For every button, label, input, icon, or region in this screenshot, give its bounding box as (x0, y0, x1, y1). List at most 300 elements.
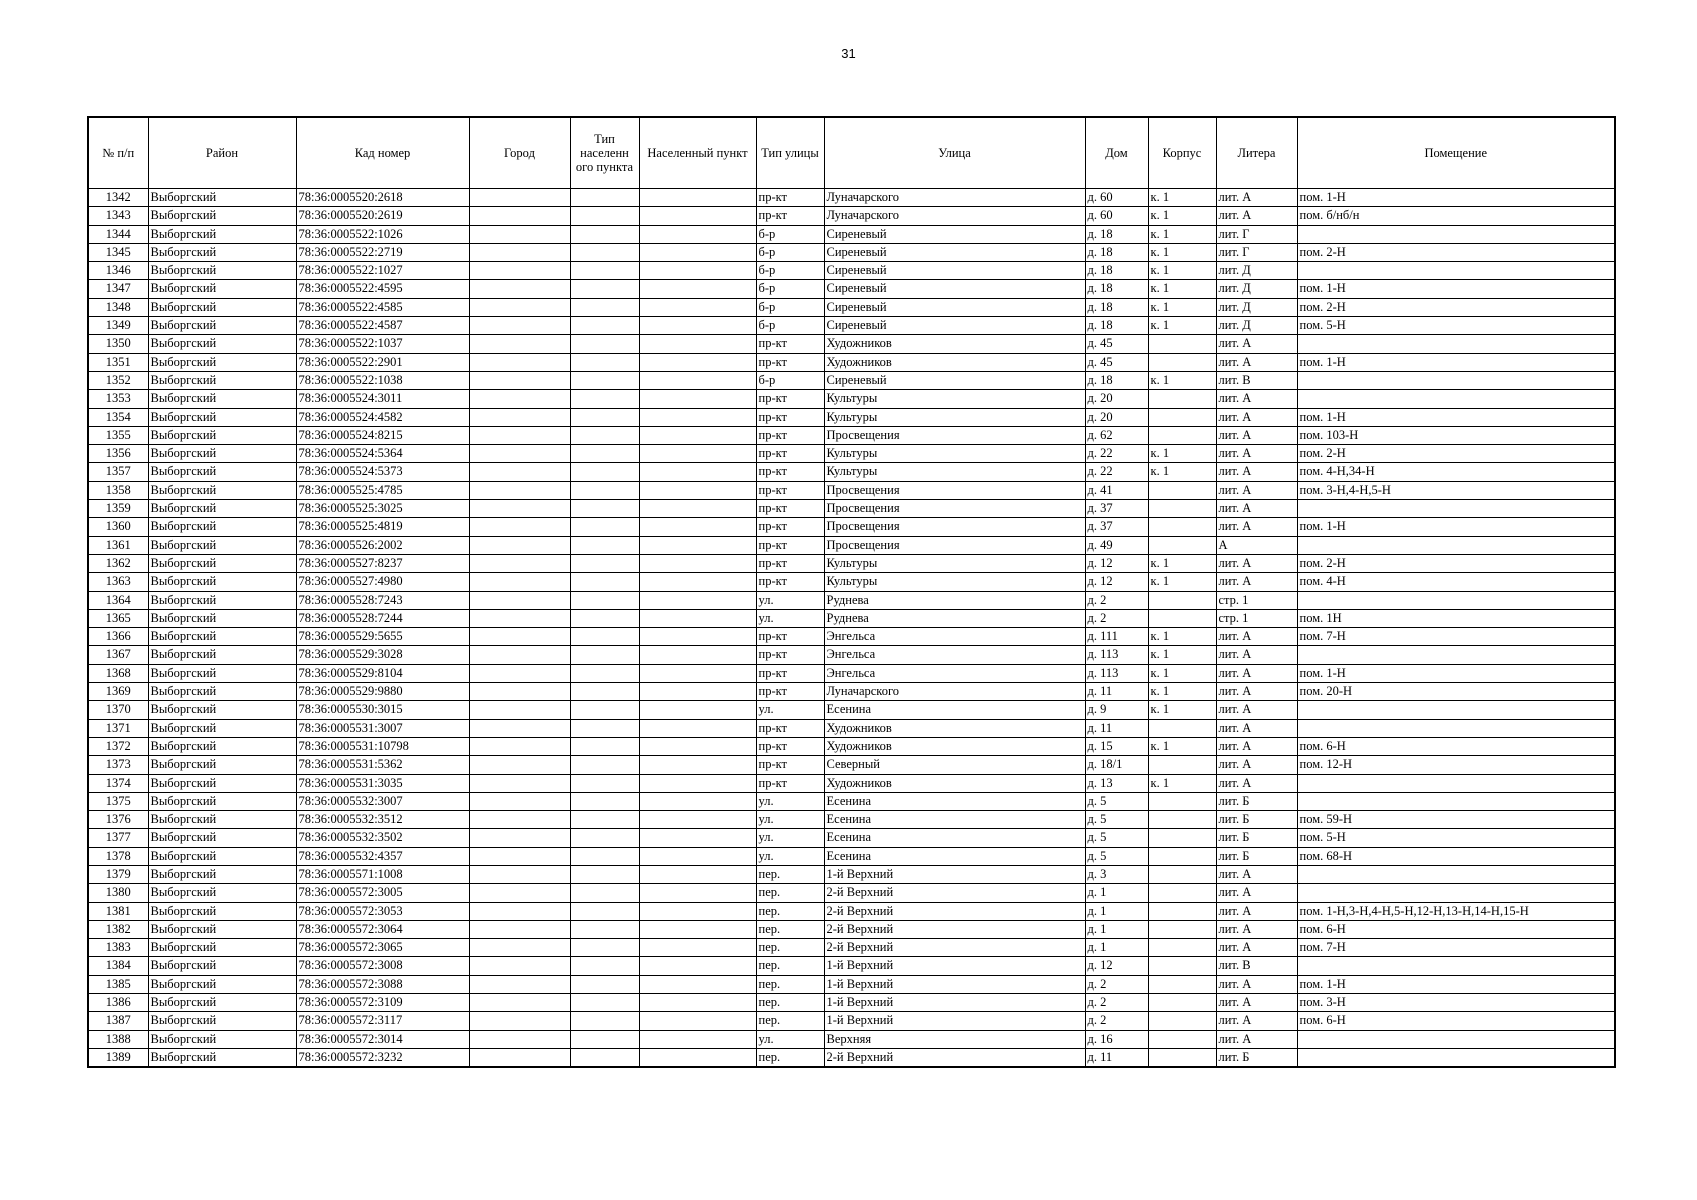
cell-settlement (639, 280, 756, 298)
cell-street-type: ул. (756, 847, 824, 865)
cell-street: Культуры (824, 554, 1085, 572)
cell-letter: лит. А (1216, 865, 1297, 883)
cell-settlement (639, 774, 756, 792)
cell-street-type: б-р (756, 225, 824, 243)
cell-district: Выборгский (148, 554, 296, 572)
cell-city (469, 609, 570, 627)
cell-district: Выборгский (148, 371, 296, 389)
cell-settlement (639, 1012, 756, 1030)
cell-city (469, 189, 570, 207)
cell-number: 1343 (88, 207, 148, 225)
cell-street: Сиреневый (824, 243, 1085, 261)
cell-house: д. 113 (1085, 646, 1148, 664)
cell-letter: стр. 1 (1216, 591, 1297, 609)
cell-street-type: пр-кт (756, 207, 824, 225)
cell-premises (1297, 774, 1615, 792)
cell-settlement-type (570, 225, 639, 243)
cell-street-type: пр-кт (756, 756, 824, 774)
cell-premises: пом. 1-Н (1297, 408, 1615, 426)
cell-house: д. 41 (1085, 481, 1148, 499)
cell-premises (1297, 701, 1615, 719)
cell-number: 1360 (88, 518, 148, 536)
cell-street-type: пр-кт (756, 646, 824, 664)
cell-premises: пом. 7-Н (1297, 939, 1615, 957)
cell-letter: А (1216, 536, 1297, 554)
table-row (88, 225, 1615, 243)
cell-premises (1297, 865, 1615, 883)
cell-cadastral-number: 78:36:0005524:4582 (296, 408, 469, 426)
cell-city (469, 536, 570, 554)
table-row (88, 774, 1615, 792)
cell-letter: лит. А (1216, 573, 1297, 591)
cell-letter: лит. А (1216, 994, 1297, 1012)
cell-settlement (639, 207, 756, 225)
cell-city (469, 683, 570, 701)
cell-premises: пом. 1-Н,3-Н,4-Н,5-Н,12-Н,13-Н,14-Н,15-Н (1297, 902, 1615, 920)
cell-settlement-type (570, 628, 639, 646)
cell-house: д. 2 (1085, 1012, 1148, 1030)
cell-settlement (639, 664, 756, 682)
cell-city (469, 646, 570, 664)
cell-settlement (639, 243, 756, 261)
cell-letter: лит. А (1216, 920, 1297, 938)
cell-house: д. 45 (1085, 335, 1148, 353)
cell-street-type: пр-кт (756, 189, 824, 207)
cell-district: Выборгский (148, 975, 296, 993)
cell-house: д. 111 (1085, 628, 1148, 646)
cell-settlement-type (570, 847, 639, 865)
cell-number: 1384 (88, 957, 148, 975)
cell-street: Культуры (824, 445, 1085, 463)
cell-house: д. 20 (1085, 408, 1148, 426)
cell-house: д. 22 (1085, 463, 1148, 481)
cell-letter: лит. А (1216, 719, 1297, 737)
cell-number: 1382 (88, 920, 148, 938)
cell-settlement-type (570, 591, 639, 609)
cell-building (1148, 865, 1216, 883)
table-row (88, 298, 1615, 316)
cell-city (469, 829, 570, 847)
cell-street: 1-й Верхний (824, 975, 1085, 993)
cell-building (1148, 353, 1216, 371)
cell-settlement (639, 408, 756, 426)
cell-street-type: пер. (756, 884, 824, 902)
cell-city (469, 353, 570, 371)
cell-house: д. 22 (1085, 445, 1148, 463)
table-row (88, 683, 1615, 701)
table-row (88, 701, 1615, 719)
cell-premises: пом. 1-Н (1297, 189, 1615, 207)
cell-street: Просвещения (824, 481, 1085, 499)
cell-city (469, 390, 570, 408)
cell-letter: лит. В (1216, 371, 1297, 389)
cell-letter: лит. Б (1216, 847, 1297, 865)
cell-street-type: пер. (756, 865, 824, 883)
table-row (88, 408, 1615, 426)
cell-number: 1363 (88, 573, 148, 591)
cell-cadastral-number: 78:36:0005531:3007 (296, 719, 469, 737)
cell-building: к. 1 (1148, 573, 1216, 591)
cell-number: 1350 (88, 335, 148, 353)
table-row (88, 920, 1615, 938)
cell-street: 2-й Верхний (824, 920, 1085, 938)
cell-city (469, 792, 570, 810)
cell-settlement-type (570, 335, 639, 353)
cell-settlement (639, 189, 756, 207)
cell-building: к. 1 (1148, 628, 1216, 646)
table-row (88, 536, 1615, 554)
cell-city (469, 463, 570, 481)
cell-street: Есенина (824, 847, 1085, 865)
cell-settlement-type (570, 939, 639, 957)
cell-district: Выборгский (148, 1030, 296, 1048)
cell-settlement (639, 262, 756, 280)
cell-street: 1-й Верхний (824, 994, 1085, 1012)
cell-city (469, 243, 570, 261)
col-header-building: Корпус (1148, 117, 1216, 189)
cell-letter: лит. Д (1216, 262, 1297, 280)
cell-street: Северный (824, 756, 1085, 774)
cell-street-type: б-р (756, 280, 824, 298)
cell-settlement-type (570, 463, 639, 481)
cell-settlement-type (570, 811, 639, 829)
cell-settlement-type (570, 518, 639, 536)
cell-settlement (639, 975, 756, 993)
cell-settlement-type (570, 371, 639, 389)
cell-cadastral-number: 78:36:0005532:3502 (296, 829, 469, 847)
cell-premises: пом. 6-Н (1297, 737, 1615, 755)
cell-street: 2-й Верхний (824, 1048, 1085, 1067)
cell-city (469, 994, 570, 1012)
cell-cadastral-number: 78:36:0005532:4357 (296, 847, 469, 865)
table-row (88, 829, 1615, 847)
cell-settlement-type (570, 353, 639, 371)
cell-house: д. 2 (1085, 609, 1148, 627)
cell-street-type: пр-кт (756, 390, 824, 408)
table-row (88, 628, 1615, 646)
cell-number: 1348 (88, 298, 148, 316)
cell-number: 1387 (88, 1012, 148, 1030)
cell-settlement-type (570, 554, 639, 572)
cell-city (469, 1012, 570, 1030)
cell-premises (1297, 719, 1615, 737)
col-header-street-type: Тип улицы (756, 117, 824, 189)
cell-letter: лит. А (1216, 683, 1297, 701)
cell-settlement (639, 463, 756, 481)
cell-city (469, 756, 570, 774)
cell-building (1148, 939, 1216, 957)
property-registry-table (87, 116, 1616, 1068)
cell-number: 1346 (88, 262, 148, 280)
col-header-district: Район (148, 117, 296, 189)
cell-house: д. 12 (1085, 573, 1148, 591)
cell-building (1148, 536, 1216, 554)
cell-street: Просвещения (824, 500, 1085, 518)
cell-letter: лит. А (1216, 554, 1297, 572)
cell-house: д. 60 (1085, 207, 1148, 225)
cell-settlement (639, 573, 756, 591)
cell-number: 1358 (88, 481, 148, 499)
cell-premises: пом. 20-Н (1297, 683, 1615, 701)
cell-street: Просвещения (824, 536, 1085, 554)
cell-street: Есенина (824, 792, 1085, 810)
cell-building (1148, 957, 1216, 975)
cell-settlement-type (570, 920, 639, 938)
table-row (88, 573, 1615, 591)
cell-cadastral-number: 78:36:0005524:8215 (296, 426, 469, 444)
cell-street: Сиреневый (824, 262, 1085, 280)
cell-number: 1353 (88, 390, 148, 408)
cell-number: 1386 (88, 994, 148, 1012)
cell-building (1148, 1048, 1216, 1067)
cell-cadastral-number: 78:36:0005520:2619 (296, 207, 469, 225)
cell-house: д. 1 (1085, 902, 1148, 920)
cell-city (469, 298, 570, 316)
cell-settlement-type (570, 774, 639, 792)
cell-premises (1297, 1048, 1615, 1067)
cell-building (1148, 609, 1216, 627)
cell-district: Выборгский (148, 500, 296, 518)
cell-street: Есенина (824, 829, 1085, 847)
cell-house: д. 2 (1085, 994, 1148, 1012)
cell-district: Выборгский (148, 1048, 296, 1067)
cell-premises: пом. 103-Н (1297, 426, 1615, 444)
cell-street: Художников (824, 719, 1085, 737)
table-row (88, 426, 1615, 444)
cell-street-type: ул. (756, 811, 824, 829)
cell-street: Энгельса (824, 646, 1085, 664)
cell-settlement-type (570, 573, 639, 591)
cell-building (1148, 1012, 1216, 1030)
cell-house: д. 5 (1085, 811, 1148, 829)
cell-premises (1297, 390, 1615, 408)
cell-building (1148, 792, 1216, 810)
cell-number: 1373 (88, 756, 148, 774)
cell-cadastral-number: 78:36:0005572:3232 (296, 1048, 469, 1067)
cell-letter: лит. А (1216, 628, 1297, 646)
cell-number: 1381 (88, 902, 148, 920)
cell-city (469, 280, 570, 298)
cell-settlement-type (570, 646, 639, 664)
cell-premises: пом. 5-Н (1297, 829, 1615, 847)
cell-number: 1344 (88, 225, 148, 243)
cell-premises: пом. 2-Н (1297, 298, 1615, 316)
cell-city (469, 847, 570, 865)
cell-settlement-type (570, 500, 639, 518)
cell-street: Художников (824, 353, 1085, 371)
cell-cadastral-number: 78:36:0005522:4587 (296, 317, 469, 335)
cell-cadastral-number: 78:36:0005572:3109 (296, 994, 469, 1012)
cell-city (469, 518, 570, 536)
cell-house: д. 13 (1085, 774, 1148, 792)
cell-number: 1368 (88, 664, 148, 682)
cell-house: д. 5 (1085, 792, 1148, 810)
cell-district: Выборгский (148, 317, 296, 335)
cell-premises (1297, 225, 1615, 243)
cell-number: 1362 (88, 554, 148, 572)
cell-street-type: ул. (756, 701, 824, 719)
cell-street-type: пр-кт (756, 463, 824, 481)
table-row (88, 243, 1615, 261)
cell-settlement (639, 481, 756, 499)
cell-house: д. 18 (1085, 243, 1148, 261)
cell-building (1148, 408, 1216, 426)
cell-district: Выборгский (148, 902, 296, 920)
cell-settlement-type (570, 865, 639, 883)
cell-settlement (639, 390, 756, 408)
cell-city (469, 902, 570, 920)
cell-district: Выборгский (148, 829, 296, 847)
cell-street-type: пр-кт (756, 737, 824, 755)
cell-house: д. 18 (1085, 371, 1148, 389)
cell-settlement (639, 994, 756, 1012)
cell-cadastral-number: 78:36:0005522:2901 (296, 353, 469, 371)
table-row (88, 262, 1615, 280)
cell-city (469, 719, 570, 737)
cell-settlement (639, 701, 756, 719)
cell-district: Выборгский (148, 408, 296, 426)
cell-cadastral-number: 78:36:0005529:9880 (296, 683, 469, 701)
cell-number: 1355 (88, 426, 148, 444)
cell-house: д. 18 (1085, 317, 1148, 335)
cell-settlement-type (570, 426, 639, 444)
cell-street: Верхняя (824, 1030, 1085, 1048)
cell-street-type: пр-кт (756, 536, 824, 554)
cell-settlement-type (570, 719, 639, 737)
cell-number: 1389 (88, 1048, 148, 1067)
cell-premises (1297, 536, 1615, 554)
cell-street-type: пер. (756, 939, 824, 957)
cell-building (1148, 426, 1216, 444)
cell-house: д. 12 (1085, 957, 1148, 975)
cell-house: д. 20 (1085, 390, 1148, 408)
table-row (88, 975, 1615, 993)
cell-district: Выборгский (148, 920, 296, 938)
cell-street: Руднева (824, 609, 1085, 627)
cell-settlement (639, 829, 756, 847)
cell-settlement (639, 865, 756, 883)
cell-premises: пом. 1-Н (1297, 518, 1615, 536)
table-row (88, 207, 1615, 225)
cell-street-type: пр-кт (756, 481, 824, 499)
cell-street: Просвещения (824, 518, 1085, 536)
cell-city (469, 408, 570, 426)
cell-city (469, 664, 570, 682)
cell-cadastral-number: 78:36:0005520:2618 (296, 189, 469, 207)
cell-number: 1345 (88, 243, 148, 261)
col-header-house: Дом (1085, 117, 1148, 189)
cell-letter: лит. А (1216, 500, 1297, 518)
cell-district: Выборгский (148, 536, 296, 554)
cell-premises: пом. 6-Н (1297, 1012, 1615, 1030)
cell-cadastral-number: 78:36:0005531:5362 (296, 756, 469, 774)
cell-house: д. 5 (1085, 829, 1148, 847)
col-header-city: Город (469, 117, 570, 189)
cell-settlement (639, 920, 756, 938)
cell-house: д. 1 (1085, 920, 1148, 938)
cell-settlement (639, 536, 756, 554)
table-row (88, 1012, 1615, 1030)
cell-premises (1297, 884, 1615, 902)
cell-settlement-type (570, 481, 639, 499)
cell-settlement (639, 1030, 756, 1048)
cell-settlement (639, 902, 756, 920)
cell-cadastral-number: 78:36:0005572:3117 (296, 1012, 469, 1030)
cell-street-type: пр-кт (756, 554, 824, 572)
cell-city (469, 920, 570, 938)
cell-district: Выборгский (148, 481, 296, 499)
cell-street-type: б-р (756, 298, 824, 316)
cell-settlement-type (570, 536, 639, 554)
cell-number: 1354 (88, 408, 148, 426)
cell-premises: пом. 2-Н (1297, 445, 1615, 463)
cell-premises: пом. 5-Н (1297, 317, 1615, 335)
cell-settlement-type (570, 445, 639, 463)
cell-house: д. 60 (1085, 189, 1148, 207)
table-row (88, 481, 1615, 499)
cell-house: д. 11 (1085, 1048, 1148, 1067)
cell-city (469, 335, 570, 353)
col-header-number: № п/п (88, 117, 148, 189)
cell-settlement-type (570, 902, 639, 920)
cell-district: Выборгский (148, 463, 296, 481)
cell-street-type: пр-кт (756, 353, 824, 371)
cell-number: 1359 (88, 500, 148, 518)
cell-cadastral-number: 78:36:0005525:4819 (296, 518, 469, 536)
cell-premises: пом. 1Н (1297, 609, 1615, 627)
cell-district: Выборгский (148, 243, 296, 261)
cell-cadastral-number: 78:36:0005527:8237 (296, 554, 469, 572)
table-row (88, 811, 1615, 829)
cell-street: 2-й Верхний (824, 902, 1085, 920)
cell-house: д. 1 (1085, 884, 1148, 902)
cell-building: к. 1 (1148, 225, 1216, 243)
cell-letter: лит. А (1216, 756, 1297, 774)
cell-settlement (639, 591, 756, 609)
cell-district: Выборгский (148, 335, 296, 353)
cell-cadastral-number: 78:36:0005572:3064 (296, 920, 469, 938)
cell-number: 1364 (88, 591, 148, 609)
cell-settlement-type (570, 884, 639, 902)
cell-settlement (639, 500, 756, 518)
cell-cadastral-number: 78:36:0005572:3088 (296, 975, 469, 993)
cell-house: д. 37 (1085, 518, 1148, 536)
cell-settlement (639, 1048, 756, 1067)
cell-building (1148, 1030, 1216, 1048)
cell-building: к. 1 (1148, 646, 1216, 664)
cell-settlement (639, 737, 756, 755)
cell-building (1148, 591, 1216, 609)
cell-building: к. 1 (1148, 554, 1216, 572)
cell-street-type: ул. (756, 792, 824, 810)
cell-house: д. 2 (1085, 975, 1148, 993)
cell-settlement-type (570, 664, 639, 682)
cell-house: д. 11 (1085, 719, 1148, 737)
cell-cadastral-number: 78:36:0005572:3014 (296, 1030, 469, 1048)
cell-settlement (639, 335, 756, 353)
table-row (88, 591, 1615, 609)
cell-street-type: пер. (756, 975, 824, 993)
cell-street: Культуры (824, 573, 1085, 591)
cell-settlement (639, 847, 756, 865)
cell-district: Выборгский (148, 701, 296, 719)
cell-premises (1297, 957, 1615, 975)
cell-letter: лит. А (1216, 189, 1297, 207)
cell-city (469, 1030, 570, 1048)
cell-letter: лит. Д (1216, 280, 1297, 298)
cell-premises (1297, 792, 1615, 810)
cell-settlement-type (570, 701, 639, 719)
